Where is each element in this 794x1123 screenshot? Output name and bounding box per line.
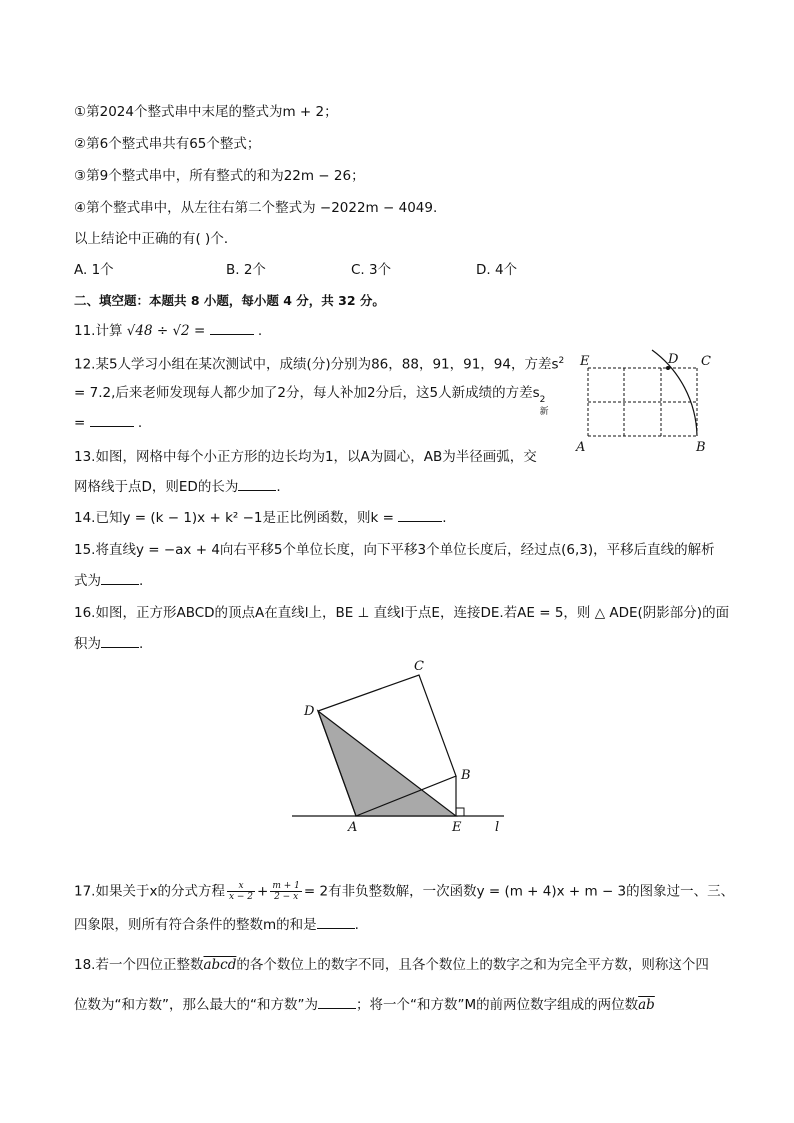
q16-line-2 <box>74 635 143 653</box>
q17-frac1-numerator: x <box>227 881 255 892</box>
q12-sub-2: 新 <box>539 407 549 417</box>
q16-text-2: 积为 <box>74 636 101 652</box>
question-11 <box>74 322 262 340</box>
q18-text-1b: 的各个数位上的数字不同，且各个数位上的数字之和为完全平方数，则称这个四 <box>236 957 709 973</box>
q17-answer-blank <box>317 916 355 929</box>
q13-suffix: . <box>276 479 281 495</box>
q16-label-e: E <box>452 820 462 835</box>
q17-frac2-numerator: m + 1 <box>272 881 300 891</box>
q13-label-e: E <box>580 354 590 369</box>
q13-line-1: 13.如图，网格中每个小正方形的边长均为1，以A为圆心，AB为半径画弧，交 <box>74 449 537 465</box>
q14-answer-blank <box>398 509 442 522</box>
q12-line-1 <box>74 352 564 374</box>
q16-answer-blank <box>101 635 139 648</box>
q17-prefix: 17.如果关于x的分式方程 <box>74 883 225 900</box>
q17-line-1 <box>74 881 734 902</box>
q10-item-4: ④第个整式串中，从左往右第二个整式为 −2022m − 4049. <box>74 200 438 216</box>
q16-suffix: . <box>139 636 144 652</box>
q13-label-d: D <box>668 352 679 367</box>
q11-prefix: 11.计算 <box>74 323 123 339</box>
question-14 <box>74 509 447 527</box>
q17-fraction-2 <box>270 881 302 902</box>
q11-expression: √48 ÷ √2 = <box>126 323 206 339</box>
q17-plus: + <box>257 883 269 900</box>
q13-text-2: 网格线于点D，则ED的长为 <box>74 479 239 495</box>
q12-sup-1: 2 <box>558 356 565 366</box>
q13-label-a: A <box>576 440 586 455</box>
q15-text-2: 式为 <box>74 573 101 589</box>
q15-answer-blank <box>101 572 139 585</box>
q11-answer-blank <box>210 322 254 335</box>
q16-label-a: A <box>348 820 358 835</box>
q18-abcd: abcd <box>203 957 237 973</box>
q15-line-2 <box>74 572 143 590</box>
q12-line-2 <box>74 384 552 417</box>
q18-text-1a: 18.若一个四位正整数 <box>74 957 204 973</box>
q12-text-2: = 7.2,后来老师发现每人都少加了2分，每人补加2分后，这5人新成绩的方差s <box>74 385 540 401</box>
q13-label-b: B <box>696 440 706 455</box>
q12-text-1: 12.某5人学习小组在某次测试中，成绩(分)分别为86，88，91，91，94，方差s <box>74 356 559 373</box>
q16-shaded-triangle <box>318 711 456 816</box>
q18-answer-blank <box>318 996 356 1009</box>
q10-option-c: C. 3个 <box>351 262 392 278</box>
q10-option-a: A. 1个 <box>74 262 114 278</box>
q13-line-2 <box>74 478 281 496</box>
q17-frac2-denominator: 2 − x <box>274 892 299 902</box>
q10-option-b: B. 2个 <box>226 262 266 278</box>
q18-ab: $\overline{ab}$ <box>638 997 655 1013</box>
q15-line-1: 15.将直线y = −ax + 4向右平移5个单位长度，向下平移3个单位长度后，经过点(6,3)，平移后直线的解析 <box>74 542 715 558</box>
q10-option-d: D. 4个 <box>476 262 518 278</box>
q16-label-b: B <box>461 768 471 783</box>
q10-item-3: ③第9个整式串中，所有整式的和为22m − 26； <box>74 168 365 184</box>
q16-label-d: D <box>304 704 315 719</box>
q13-answer-blank <box>238 478 276 491</box>
q10-item-2: ②第6个整式串共有65个整式； <box>74 136 261 152</box>
section-2-header: 二、填空题：本题共 8 小题，每小题 4 分，共 32 分。 <box>74 293 385 308</box>
q16-right-angle-mark <box>456 808 464 816</box>
q18-line-1 <box>74 956 709 974</box>
q13-label-c: C <box>701 354 711 369</box>
q12-suffix: . <box>137 415 143 431</box>
q17-line-2 <box>74 916 359 934</box>
q12-line-3 <box>74 414 142 432</box>
q16-line-1: 16.如图，正方形ABCD的顶点A在直线l上，BE ⊥ 直线l于点E，连接DE.若AE = 5，则 △ ADE(阴影部分)的面 <box>74 605 730 621</box>
q17-text-2: 四象限，则所有符合条件的整数m的和是 <box>74 917 317 933</box>
q18-text-2b: ；将一个“和方数”M的前两位数字组成的两位数 <box>355 997 639 1013</box>
q15-suffix: . <box>139 573 144 589</box>
q16-label-c: C <box>414 659 424 674</box>
q10-item-1: ①第2024个整式串中末尾的整式为m + 2； <box>74 104 338 120</box>
q17-frac1-denominator: x − 2 <box>228 892 254 902</box>
q16-label-l: l <box>495 820 500 835</box>
q16-square-figure <box>288 655 518 840</box>
q18-line-2 <box>74 996 655 1014</box>
q12-sup-2: 2 <box>539 395 546 405</box>
q12-answer-blank <box>90 414 134 427</box>
q17-fraction-1 <box>227 881 255 902</box>
q13-grid-lines <box>588 368 697 436</box>
q17-suffix: . <box>354 917 359 933</box>
q17-rest: = 2有非负整数解，一次函数y = (m + 4)x + m − 3的图象过一、三、 <box>303 883 735 900</box>
q11-suffix: . <box>257 323 263 339</box>
q18-text-2a: 位数为“和方数”，那么最大的“和方数”为 <box>74 997 318 1013</box>
q14-suffix: . <box>442 510 447 526</box>
q13-grid-figure <box>574 348 724 458</box>
q10-stem: 以上结论中正确的有( )个． <box>74 231 238 247</box>
q12-equals: = <box>74 415 86 431</box>
q14-text: 14.已知y = (k − 1)x + k² −1是正比例函数，则k = <box>74 510 394 526</box>
